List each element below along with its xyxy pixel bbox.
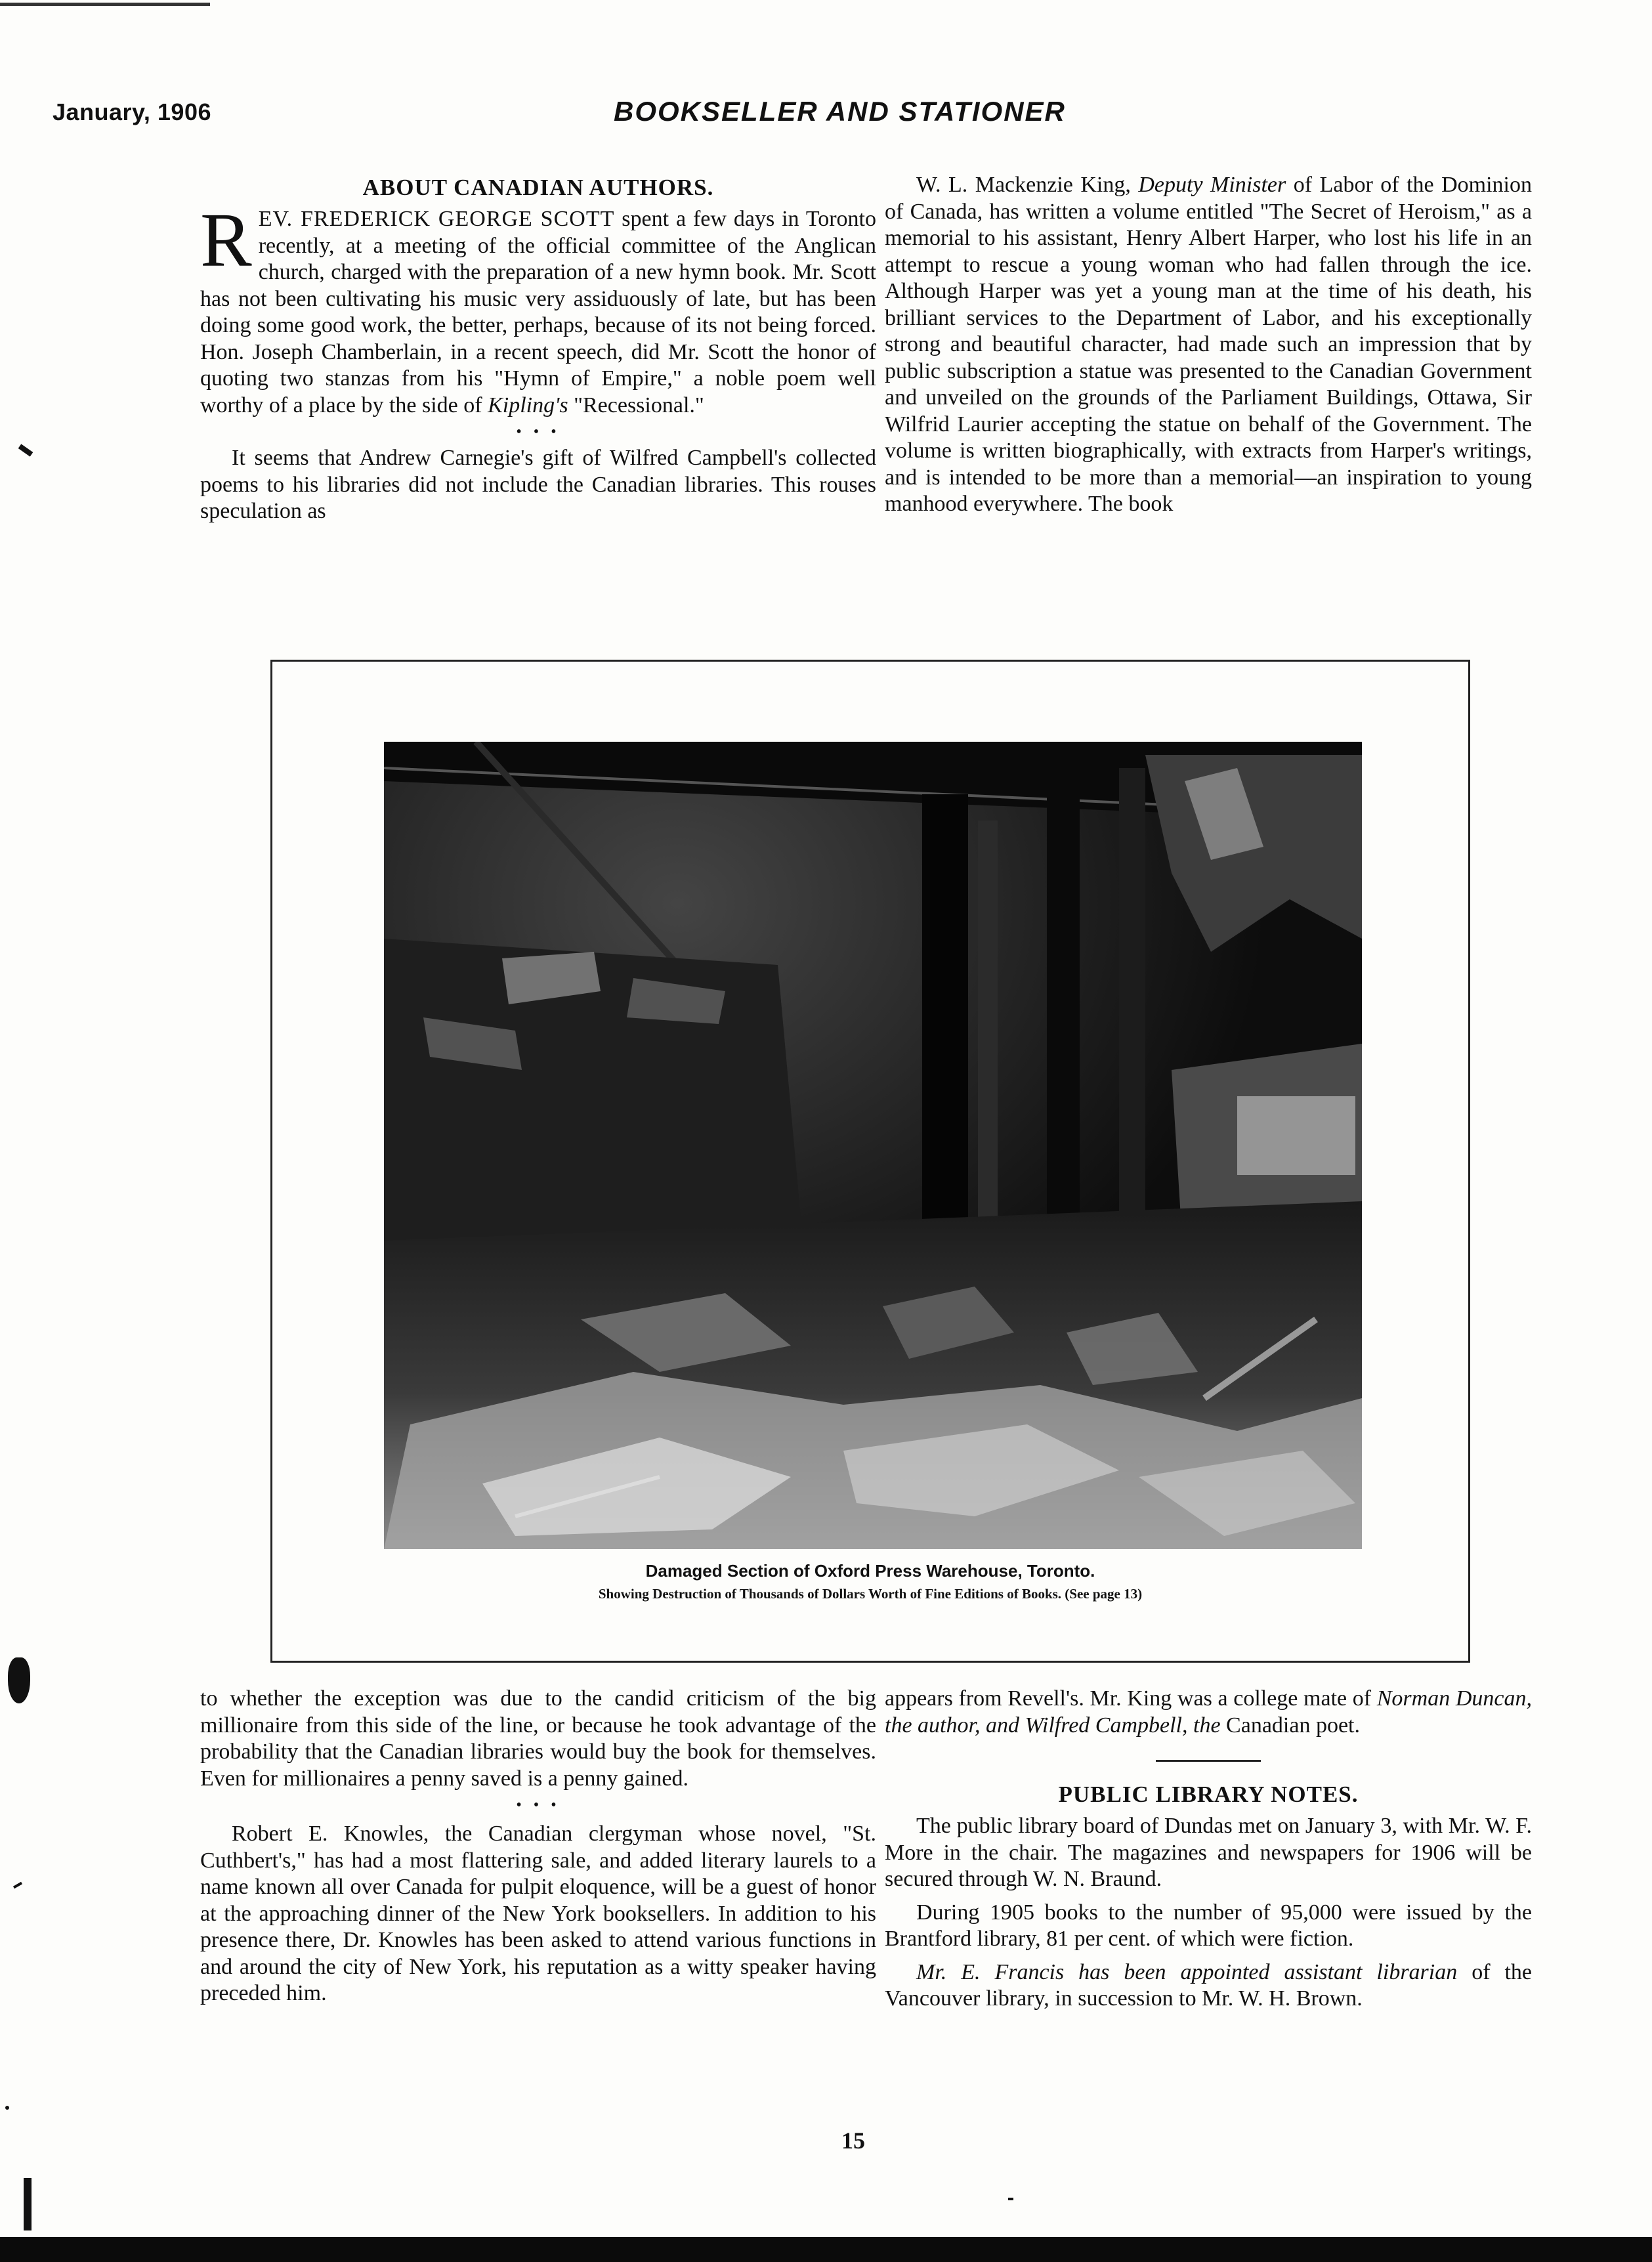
scan-mark-arrow	[18, 444, 33, 456]
right-bottom-column	[885, 1686, 1532, 2013]
paragraph-king-text-b: of Labor of the Dominion of Canada, has written a volume entitled "The Secret of Heroism," as a memorial to his assistant, Henry Albert Harper, who lost his life in an attempt to rescue a young woman who had fallen through the ice. Although Harper was yet a young man at the time of his death, his brilliant services to the Department of Labor, and his exceptionally strong and beautiful character, had made such an impression that by public subscription a statue was presented to the Canadian Government and unveiled on the grounds of the Parliament Buildings, Ottawa, Sir Wilfrid Laurier accepting the statue on behalf of the Government. The volume is written biographically, with extracts from Harper's writings, and is intended to be more than a memorial—an inspiration to young manhood everywhere. The book	[885, 173, 1532, 516]
left-top-column	[200, 172, 876, 525]
paragraph-knowles: Robert E. Knowles, the Canadian clergyman whose novel, "St. Cuthbert's," has had a most flattering sale, and added literary laurels to a name known all over Canada for pulpit eloquence, will be a guest of honor at the approaching dinner of the New York booksellers. In addition to his presence there, Dr. Knowles has been asked to attend various functions in and around the city of New York, his reputation as a witty speaker having preceded him.	[200, 1822, 876, 2005]
figure-caption-subtitle: Showing Destruction of Thousands of Dollars Worth of Fine Editions of Books. (See page 13)	[598, 1586, 1143, 1602]
scan-mark-dot	[5, 2106, 9, 2110]
paragraph-scott-end: "Recessional."	[568, 393, 704, 417]
publication-title: BOOKSELLER AND STATIONER	[614, 96, 1066, 127]
issue-date: January, 1906	[53, 98, 211, 125]
paragraph-king-italic: Deputy Minister	[1138, 173, 1286, 197]
asterism-separator-2: • • •	[516, 1797, 561, 1814]
paragraph-vancouver-italic: Mr. E. Francis has been appointed assistant librarian	[916, 1959, 1458, 1984]
paragraph-dundas: The public library board of Dundas met on January 3, with Mr. W. F. More in the chair. The magazines and newspapers for 1906 will be secured through W. N. Braund.	[885, 1814, 1532, 1891]
paragraph-carnegie: It seems that Andrew Carnegie's gift of Wilfred Campbell's collected poems to his libraries did not include the Canadian libraries. This rouses speculation as	[200, 446, 876, 523]
scan-mark-tick	[13, 1882, 22, 1889]
paragraph-scott-italic: Kipling's	[488, 393, 568, 417]
left-bottom-column	[200, 1686, 876, 2007]
paragraph-scott-text: spent a few days in Toronto recently, at a meeting of the official committee of the Anglican church, charged with the preparation of a new hymn book. Mr. Scott has not been cultivating his music very assiduously of late, but has been doing some good work, the better, perhaps, because of its not being forced. Hon. Joseph Chamberlain, in a recent speech, did Mr. Scott the honor of quoting two stanzas from his "Hymn of Empire," a noble poem well worthy of a place by the side of	[200, 207, 876, 417]
section-heading-library-notes: PUBLIC LIBRARY NOTES.	[1058, 1782, 1359, 1807]
lead-name: EV. FREDERICK GEORGE SCOTT	[258, 207, 615, 231]
page-number: 15	[841, 2127, 865, 2154]
right-top-column	[885, 172, 1532, 518]
scan-mark-blot	[8, 1657, 30, 1703]
top-rule	[0, 3, 210, 6]
paragraph-scott	[200, 197, 876, 419]
figure-caption-title: Damaged Section of Oxford Press Warehouse, Toronto.	[645, 1561, 1095, 1581]
paragraph-vancouver-text: of the Vancouver library, in succession to Mr. W. H. Brown.	[885, 1959, 1532, 2011]
paragraph-revell-text: appears from Revell's. Mr. King was a college mate of	[885, 1686, 1377, 1711]
section-divider	[1156, 1760, 1261, 1762]
warehouse-photograph	[384, 742, 1362, 1549]
scan-mark-bar	[24, 2178, 32, 2230]
asterism-separator: • • •	[516, 423, 561, 440]
paragraph-revell	[885, 1686, 1532, 1739]
warehouse-damage-image	[384, 742, 1362, 1549]
paragraph-king	[885, 172, 1532, 518]
paragraph-king-text-a: W. L. Mackenzie King,	[916, 173, 1139, 197]
paragraph-revell-italic: Norman Duncan, the author, and Wilfred Campbell, the	[885, 1686, 1533, 1738]
paragraph-vancouver	[885, 1959, 1532, 2013]
scan-bottom-edge	[0, 2237, 1652, 2262]
paragraph-brantford: During 1905 books to the number of 95,000 were issued by the Brantford library, 81 per cent. of which were fiction.	[885, 1900, 1532, 1951]
paragraph-exception: to whether the exception was due to the candid criticism of the big millionaire from this side of the line, or because he took advantage of the probability that the Canadian libraries would buy the book for themselves. Even for millionaires a penny saved is a penny gained.	[200, 1686, 876, 1791]
scan-mark-speck	[1008, 2198, 1013, 2200]
section-heading-canadian-authors: ABOUT CANADIAN AUTHORS.	[362, 175, 714, 200]
paragraph-revell-end: Canadian poet.	[1220, 1713, 1360, 1738]
drop-cap: R	[200, 197, 252, 283]
